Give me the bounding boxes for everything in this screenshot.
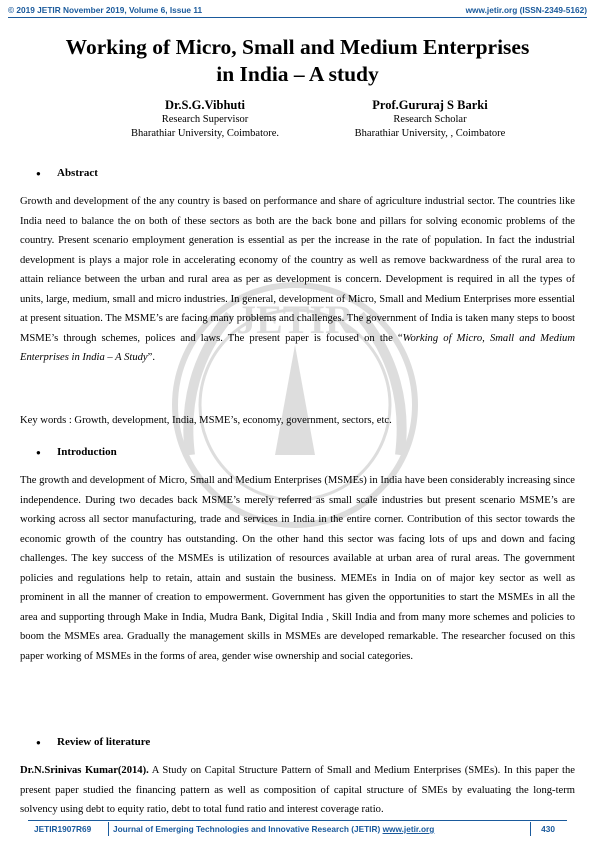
bullet-icon: ● xyxy=(36,448,41,457)
abstract-paragraph: Growth and development of the any country is based on performance and share of agriculture industrial sector. The countries like India need to balance the on both of these sectors as both are the back bone and pillars for solving economic problems of the country. Present scenario employment generation is essential as per the increase in the rate of population. In fact the industrial development is plays a major role in accelerating economy of the country as well as remove backwardness of the rural area to attain reliance between the urban and rural area as per as development is concern. Development is required in all the types of units, large, medium, small and micro industries. In general, development of Micro, Small and Medium Enterprises more essential at present situation. The MSME’s are facing many problems and challenges. The government of India is taken many steps to boost MSME’s through schemes, polices and laws. The present paper is focused on the “Working of Micro, Small and Medium Enterprises in India – A Study”. xyxy=(20,196,575,363)
abstract-italic-title: Working of Micro, Small and Medium Enterprises in India – A Study xyxy=(20,332,575,363)
header-citation: © 2019 JETIR November 2019, Volume 6, Issue 11 xyxy=(8,5,203,15)
footer-divider xyxy=(108,822,109,836)
running-header xyxy=(8,2,587,18)
paper-title xyxy=(20,34,575,88)
author-name: Dr.S.G.Vibhuti xyxy=(164,98,245,112)
footer-rule xyxy=(28,820,567,821)
author-name: Prof.Gururaj S Barki xyxy=(372,98,488,112)
author-block-2 xyxy=(320,98,540,140)
title-line-1: Working of Micro, Small and Medium Enterprises xyxy=(65,35,530,59)
author-affiliation: Bharathiar University, , Coimbatore xyxy=(354,127,506,139)
footer-journal: Journal of Emerging Technologies and Innovative Research (JETIR) www.jetir.org xyxy=(113,824,435,834)
review-author: Dr.N.Srinivas Kumar(2014). xyxy=(20,765,149,776)
title-line-2: in India – A study xyxy=(216,62,379,86)
header-rule xyxy=(8,17,587,18)
header-website[interactable]: www.jetir.org (ISSN-2349-5162) xyxy=(465,5,587,15)
author-role: Research Supervisor xyxy=(161,114,249,125)
introduction-paragraph: The growth and development of Micro, Small and Medium Enterprises (MSMEs) in India have been considerably increasing since independence. During two decades back MSME’s merely referred as small scale industries but present scenario MSME’s are working across all sector manufacturing, trade and services in India in the entire corner. Contribution of this sector towards the economic growth of the country has outstanding. On the other hand this sector was facing lots of ups and down and facing challenges. The key success of the MSMEs is utilization of resources available at urban area of rural areas. The government policies and regulations help to retain, attain and sustain the business. MEMEs in India on of major key sector as well as prominent in all the manner of creation to empowerment. Government has given the opportunities to start the MSMEs in all the area and supporting through Make in India, Mudra Bank, Digital India , Skill India and from many more schemes and policies to boom the MSMEs area. Gradually the management skills in MSMEs are developed remarkable. The researcher focused on this paper working of MSMEs in the forms of area, gender wise ownership and social categories. xyxy=(20,475,575,662)
svg-text:JETIR: JETIR xyxy=(236,297,354,342)
footer-paper-id: JETIR1907R69 xyxy=(34,824,92,834)
running-footer xyxy=(28,822,567,836)
page-number: 430 xyxy=(541,824,555,834)
keywords-line: Key words : Growth, development, India, MSME’s, economy, government, sectors, etc. xyxy=(20,415,392,426)
footer-link[interactable]: www.jetir.org xyxy=(382,824,435,834)
bullet-icon: ● xyxy=(36,738,41,747)
footer-divider xyxy=(530,822,531,836)
bullet-icon: ● xyxy=(36,169,41,178)
author-role: Research Scholar xyxy=(393,114,467,125)
review-paragraph: Dr.N.Srinivas Kumar(2014). A Study on Capital Structure Pattern of Small and Medium Enterprises (SMEs). In this paper the present paper studied the financing pattern as well as composition of capital structure of SMEs by evaluating the long-term solvency using debt to equity ratio, debt to total fund ratio and interest coverage ratio. xyxy=(20,765,575,815)
author-block-1 xyxy=(95,98,315,140)
author-affiliation: Bharathiar University, Coimbatore. xyxy=(130,127,280,139)
